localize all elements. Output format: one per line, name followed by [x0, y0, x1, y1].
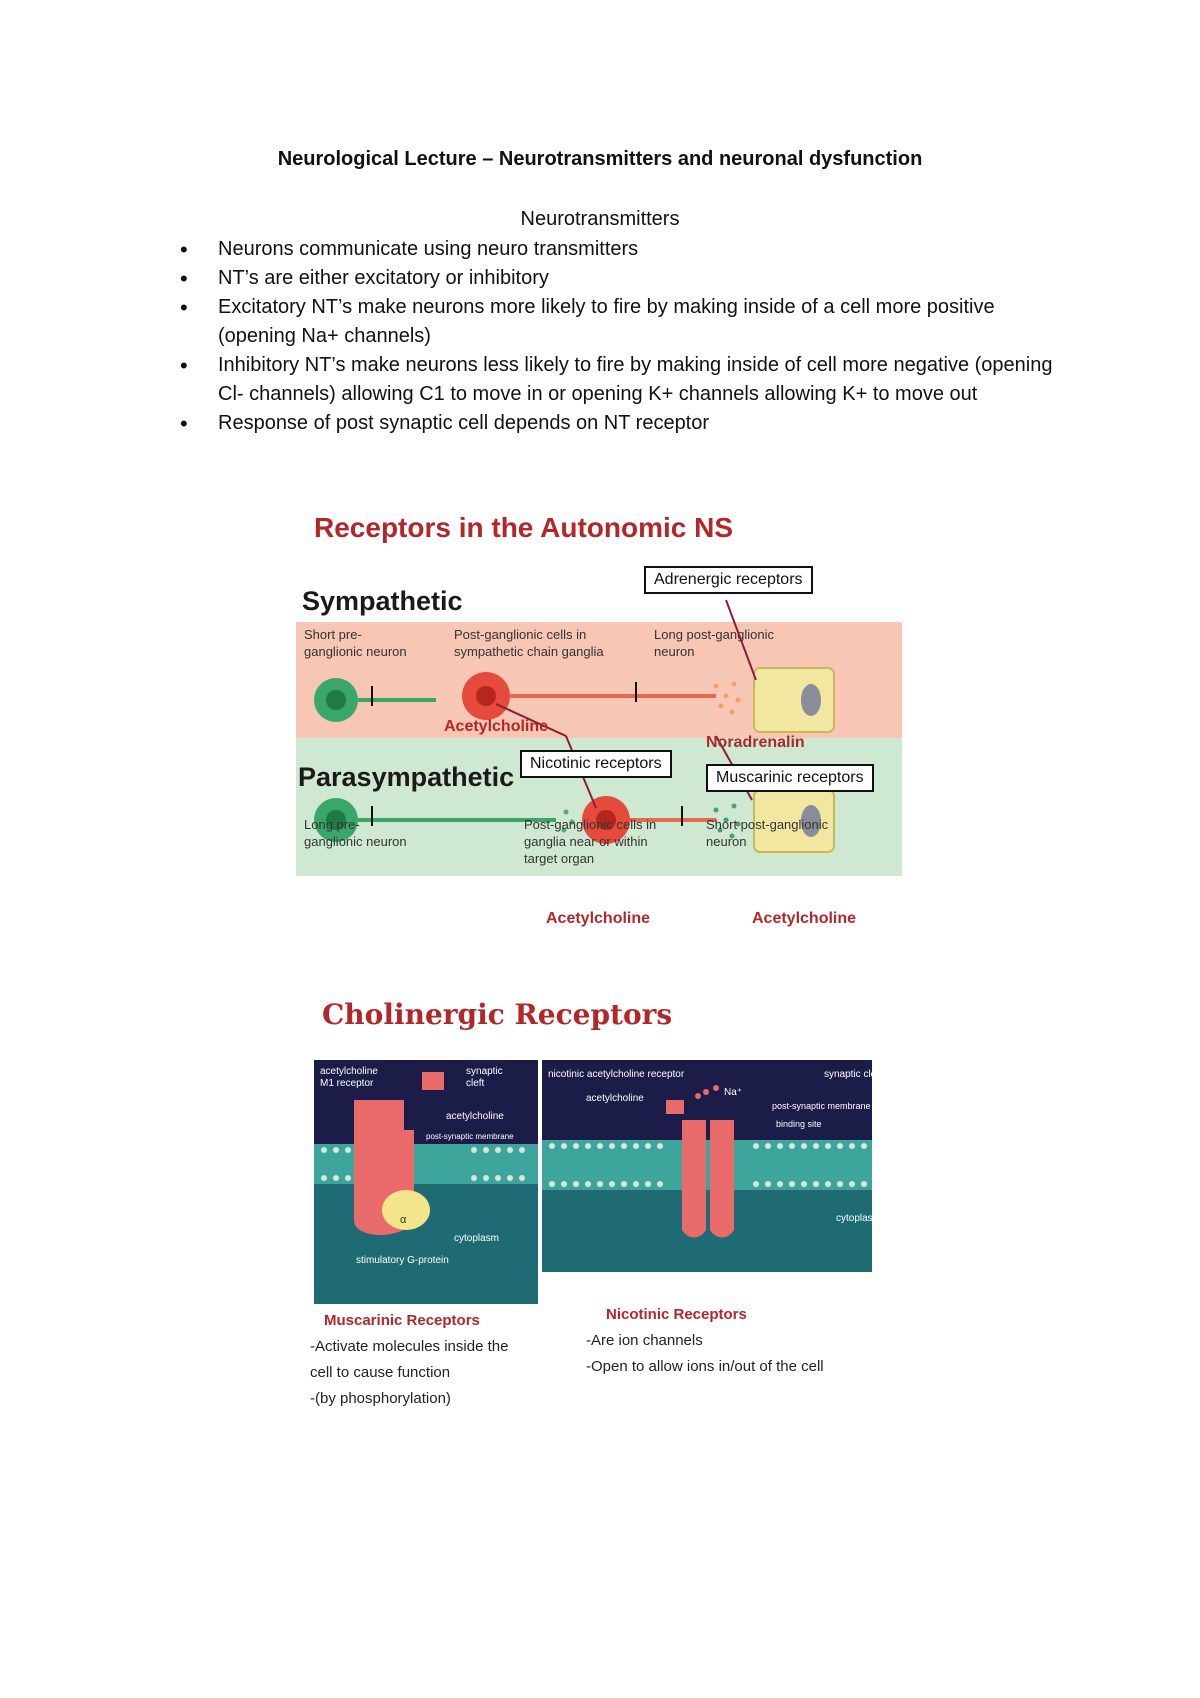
sympathetic-pathway-graphic: [296, 500, 906, 960]
nicotinic-heading: Nicotinic Receptors: [606, 1306, 747, 1323]
muscarinic-line-1: -Activate molecules inside the: [310, 1338, 509, 1355]
section-heading: Neurotransmitters: [520, 208, 680, 230]
sym-post-cells-label: Post-ganglionic cells in sympathetic chain ganglia: [454, 627, 604, 659]
cytoplasm-label-right: cytoplasm: [836, 1213, 882, 1224]
para-acetylcholine-label-1: Acetylcholine: [546, 910, 651, 927]
para-post-short-label: Short post-ganglionic neuron: [706, 817, 829, 849]
cholinergic-title: Cholinergic Receptors: [322, 998, 673, 1031]
cytoplasm-label-left: cytoplasm: [454, 1233, 500, 1244]
sym-acetylcholine-label: Acetylcholine: [444, 718, 549, 735]
para-acetylcholine-label-2: Acetylcholine: [752, 910, 857, 927]
ach-label-right: acetylcholine: [586, 1093, 644, 1104]
bullet-item: • Neurons communicate using neuro transmitters: [180, 235, 1060, 264]
bullet-item: • NT’s are either excitatory or inhibitory: [180, 264, 1060, 293]
alpha-label: α: [400, 1214, 407, 1226]
adrenergic-receptors-box: Adrenergic receptors: [644, 566, 813, 594]
parasympathetic-label: Parasympathetic: [298, 762, 515, 792]
nicotinic-receptor-label: nicotinic acetylcholine receptor: [548, 1069, 685, 1080]
page-title: Neurological Lecture – Neurotransmitters and neuronal dysfunction: [277, 148, 923, 170]
na-label: Na⁺: [724, 1087, 743, 1098]
membrane-label-right: post-synaptic membrane: [772, 1101, 871, 1111]
para-pre-label: Long pre- ganglionic neuron: [304, 817, 407, 849]
muscarinic-caption: [310, 1308, 508, 1412]
binding-site-label: binding site: [776, 1119, 822, 1129]
synaptic-cleft-right-label: synaptic cleft: [824, 1069, 882, 1080]
bullet-item: • Response of post synaptic cell depends on NT receptor: [180, 409, 1060, 438]
membrane-label-left: post-synaptic membrane: [426, 1132, 514, 1141]
bullet-list: [180, 235, 1060, 438]
bullet-item: • Excitatory NT’s make neurons more likely to fire by making inside of a cell more positive (opening Na+ channels): [180, 293, 1060, 351]
figure-title: Receptors in the Autonomic NS: [314, 512, 734, 543]
sym-post-long-label: Long post-ganglionic neuron: [654, 627, 774, 659]
nicotinic-receptors-box: Nicotinic receptors: [520, 750, 672, 778]
noradrenalin-label: Noradrenalin: [706, 734, 805, 751]
muscarinic-line-3: -(by phosphorylation): [310, 1390, 451, 1407]
sym-pre-label: Short pre- ganglionic neuron: [304, 627, 407, 659]
m1-label: acetylcholine M1 receptor: [320, 1066, 378, 1089]
muscarinic-line-2: cell to cause function: [310, 1364, 451, 1381]
sympathetic-label: Sympathetic: [302, 586, 463, 616]
nicotinic-line-1: -Are ion channels: [586, 1332, 703, 1349]
bullet-item: • Inhibitory NT’s make neurons less likely to fire by making inside of cell more negative (opening Cl- channels) allowing C1 to move in or opening K+ channels allowing K+ to move out: [180, 351, 1060, 409]
g-protein-label: stimulatory G-protein: [356, 1255, 449, 1266]
para-post-cells-label: Post-ganglionic cells in ganglia near or within target organ: [524, 817, 657, 866]
autonomic-receptors-figure: [296, 500, 906, 960]
muscarinic-receptors-box: Muscarinic receptors: [706, 764, 874, 792]
cholinergic-receptors-figure: [296, 990, 916, 1420]
muscarinic-heading: Muscarinic Receptors: [324, 1312, 480, 1329]
ach-label-left: acetylcholine: [446, 1111, 504, 1122]
synaptic-cleft-label: synaptic cleft: [466, 1066, 503, 1089]
nicotinic-line-2: -Open to allow ions in/out of the cell: [586, 1358, 824, 1375]
nicotinic-caption: [586, 1302, 824, 1380]
